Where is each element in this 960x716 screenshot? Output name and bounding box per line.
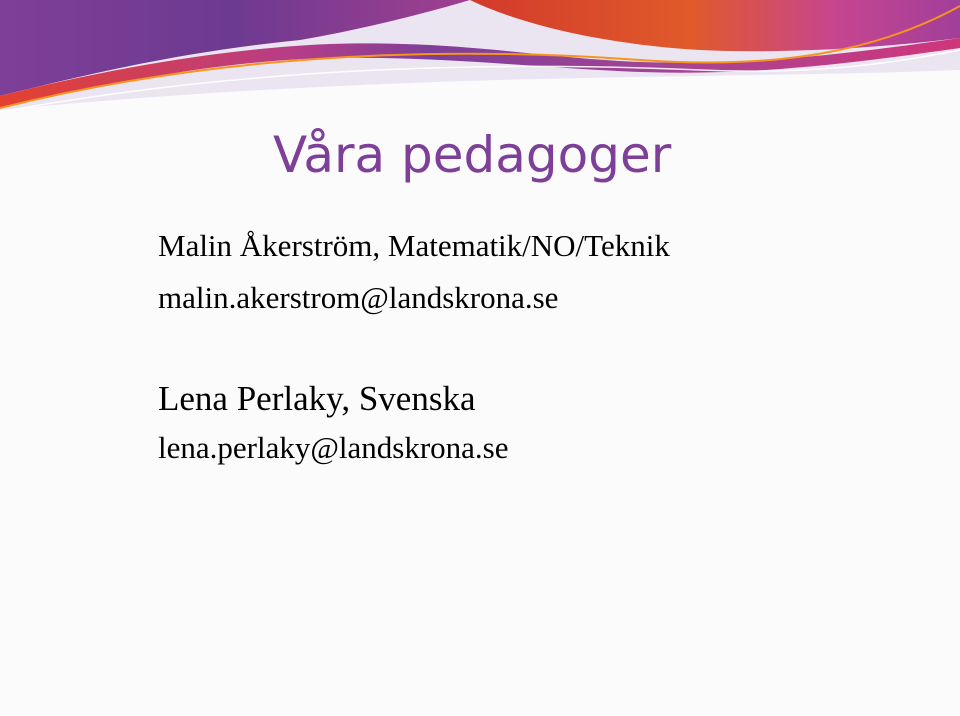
teacher-2-name-subject: Lena Perlaky, Svenska: [158, 379, 476, 418]
teacher-1-name-subject: Malin Åkerström, Matematik/NO/Teknik: [158, 228, 670, 263]
teacher-1-email: malin.akerstrom@landskrona.se: [158, 280, 559, 315]
slide-title: Våra pedagoger: [273, 126, 672, 184]
decorative-banner: [0, 0, 960, 120]
teacher-2-email: lena.perlaky@landskrona.se: [158, 430, 509, 465]
